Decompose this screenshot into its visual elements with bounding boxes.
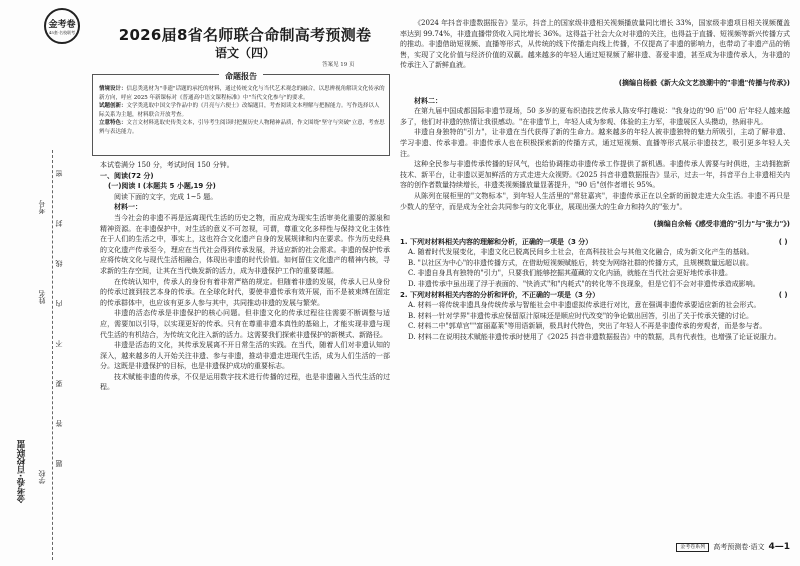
report-label: 试题创新： [99,103,127,110]
right-column [400,18,790,538]
series-label: 高考预测卷·语文 [713,543,765,551]
source-note: (摘编自余畅《感受非遗的"引力"与"张力"》) [653,220,790,229]
report-box [92,74,390,156]
seal-word: 密 [55,170,63,177]
option-d: D. 非遗传承中虽出现了浮于表面的、"快消式"和"内耗式"的转化等不良现象，但是它们不会对非遗传承造成影响。 [408,280,760,289]
paragraph: 技术赋能非遗的传承，不仅是运用数字技术进行传播的过程，也是非遗融入当代生活的过程。 [100,372,390,392]
report-label: 情境设计： [99,86,127,92]
paragraph: 非遗是活态的文化，其传承发展离不开日常生活的实践。在当代，随着人们对非遗认知的深入，越来越多的人开始关注非遗、参与非遗，推动非遗走进现代生活，成为人们生活的一部分。这既是非遗保护的目标，也是非遗保护成功的重要标志。 [100,341,390,371]
binding-margin [0,0,62,566]
seal-word: 题 [55,460,63,467]
exam-title: 2026届8省名师联合命制高考预测卷 [118,26,372,44]
answer-page-note: 答案见 19 页 [322,62,355,68]
answer-blank: ( ) [778,290,788,299]
logo-sub: 45套·名校联考 [48,29,76,35]
paragraph: 当今社会的非遗不再是远离现代生活的历史之物，而应成为现实生活审美化重要的源泉和精神资源。在非遗保护中，对生活的意义不可忽视，可谓，尊重文化多样性与保持文化主体性在于人们的生活之中，事实上，这也符合文化遗产自身的发展规律和内在要求。作为历史经典的文化遗产传承至今，理应在当代社会得到传承发展，并适应新的社会需求。非遗的保护传承应将传统文化与现代生活相融合，体现出非遗的时代价值。如何留住文化遗产的精神内核，寻求新的生存空间，让其在当代焕发新的活力，成为非遗保护工作的重要课题。 [100,213,390,275]
seal-word: 线 [55,260,63,267]
page-number: 4—1 [768,542,790,552]
question-text: 2. 下列对材料相关内容的分析和评价，不正确的一项是（3 分） [400,290,600,299]
material-label: 材料二： [414,96,442,105]
option-b: B. "以社区为中心"的非遗传播方式，在借助短视频赋能后，转变为网络社群的传播方式，且规模数量远超以前。 [408,258,754,267]
paragraph: 《2024 年抖音非遗数据报告》显示，抖音上的国家级非遗相关视频播放量同比增长 33%，国家级非遗项目相关视频覆盖率达到 99.74%，非遗直播带货收入同比增长 36%。这得益于社会大众对非遗的关注，也得益于直播、短视频等新兴传播方式的推动。非遗借助短视频、直播等形式，从传统的线下传播走向线上传播，不仅提高了非遗的影响力，也带动了非遗产品的销售，实现了文化价值与经济价值的双赢。越来越多的年轻人通过短视频了解非遗、喜爱非遗，甚至成为非遗传承人，为非遗的传承注入了新鲜血液。 [400,19,790,70]
section-heading: 一、阅读(72 分) [100,171,154,180]
report-heading: 命题报告 [219,72,263,81]
seal-word: 答 [55,420,63,427]
seat-label: 考号 [38,200,46,214]
option-a: A. 随着时代发展变化，非遗文化已脱离民间乡土社会，在高科技社会与其他文化融合，成为新文化产生的基础。 [408,248,754,257]
paragraph: 这种全民参与非遗传承传播的好风气，也给协调推动非遗传承工作提供了新机遇。非遗传承人需要与时俱进，主动拥抱新技术、新平台，让非遗以更加鲜活的方式走进大众视野。《2025 抖音非遗数据报告》显示，过去一年，抖音平台上非遗相关内容的创作者数量持续增长，非遗类视频播放量显著提升，"90 后"创作者增长 95%。 [400,160,790,190]
option-c: C. 非遗自身具有独特的"引力"，只要我们能够挖掘其蕴藏的文化内涵，就能在当代社会更好地传承非遗。 [408,269,732,278]
name-label: 姓名 [38,290,46,304]
report-text: 文言文材料选取史传类文本，引导考生阅读时把握历史人物精神品质，作文围绕"坚守与突破"立意，考查思辨与表达能力。 [99,120,385,135]
source-note: (摘编自杨毅《新大众文艺浪潮中的"非遗"传播与传承》) [618,78,790,87]
option-c: C. 材料二中"郭草官""富丽嘉莱"等用语新颖，极具时代特色，突出了年轻人不再是非遗传承的旁观者，而是参与者。 [408,322,767,331]
material-label: 材料一： [114,203,142,212]
school-label: 学校 [38,470,46,484]
instruction: 阅读下面的文字，完成 1~5 题。 [114,192,218,201]
paragraph: 非遗的活态传承是非遗保护的核心问题。但非遗文化的传承过程往往需要不断调整与适应，需要加以引导，以实现更好的传承。只有在尊重非遗本真性的基础上，才能实现非遗与现代生活的有机结合，为传统文化注入新的活力。这需要我们探索非遗保护的新模式、新路径。 [100,309,390,339]
school-tag: 金考卷·百校联盟 [17,440,27,503]
logo-main: 金考卷 [48,19,76,30]
report-label: 立意特色： [99,120,127,127]
subject-title: 语文（四） [214,46,275,60]
report-text: 文学类选取中国文学作品中的《月亮与六便士》改编题目，考查阅读文本理解与把握能力。写作选择以人际关系为主题，材料联合开放考查。 [99,103,380,118]
brand-badge: 金考卷系列 [676,543,709,552]
seal-word: 要 [55,380,63,387]
exam-info: 本试卷满分 150 分，考试时间 150 分钟。 [100,161,234,169]
question-text: 1. 下列对材料相关内容的理解和分析，正确的一项是（3 分） [400,237,593,246]
option-b: B. 材料一针对学界"非遗传承应保留原汁原味还是顺应时代改变"的争论做出回答，引出了关于传承关键的讨论。 [408,311,754,320]
seal-line [52,150,53,560]
page-footer [610,540,790,554]
option-a: A. 材料一将传统非遗具身传统传承与智能社会中非遗虚拟传承进行对比，意在强调非遗传承要适应新的社会形式。 [408,301,761,310]
report-body [99,85,385,137]
question-1 [400,237,790,248]
answer-blank: ( ) [778,237,788,246]
seal-word: 内 [55,300,63,307]
subsection-heading: (一)阅读 I (本题共 5 小题,19 分) [108,182,216,191]
seal-word: 不 [55,340,63,347]
report-text: 信息类选材为"非遗"话题的承托的材料，通过传统文化与当代艺术观念的融合，以思辨视角解读文化传承的新方向，呼应 2025 年新课标对《普通高中语文课程标准》中"当代文化参与"的要求。 [99,86,385,101]
seal-word: 封 [55,220,63,227]
paragraph: 在第九届中国成都国际非遗节现场，50 多岁的夏布织造技艺传承人陈安华打趣说："我身边的'90 后''00 后'年轻人越来越多了，他们对非遗的热情让我很感动。"在非遗节上，年轻人成为参观、体验的主力军，非遗展区人头攒动，热闹非凡。 [400,107,790,126]
paragraph: 非遗自身独特的"引力"，让非遗在当代获得了新的生命力。越来越多的年轻人被非遗独特的魅力所吸引，主动了解非遗、学习非遗、传承非遗。非遗传承人也在积极探索新的传播方式，通过短视频、直播等形式展示非遗技艺，吸引更多年轻人关注。 [400,128,790,158]
paragraph: 从陈列在展柜里的"文物标本"，到年轻人生活里的"常驻嘉宾"，非遗传承正在以全新的面貌走进大众生活。非遗不再只是少数人的坚守，而是成为全社会共同参与的文化事业，展现出强大的生命力和持久的"张力"。 [400,191,790,211]
paragraph: 在传统认知中，传承人的身份有着非常严格的规定。但随着非遗的发展，传承人已从身份的传承过渡到技艺本身的传承。在全球化时代，要使非遗传承有效开展，而不是被束缚在固定的传承群体中，也应该有更多人参与其中，共同推动非遗的发展与繁荣。 [100,277,390,307]
question-2 [400,290,790,301]
left-column [100,160,390,556]
brand-logo [44,8,80,44]
option-d: D. 材料二在说明技术赋能非遗传承时使用了《2025 抖音非遗数据报告》中的数据，具有代表性，也增强了论证说服力。 [408,333,781,342]
